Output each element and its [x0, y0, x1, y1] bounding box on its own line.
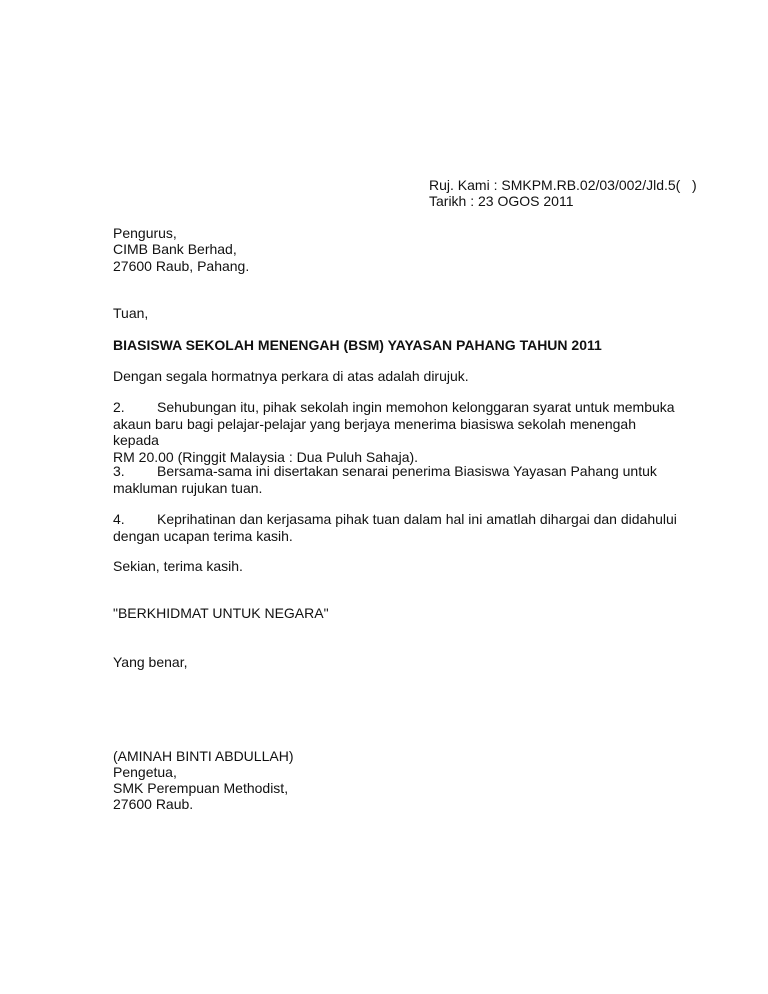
letter-date: Tarikh : 23 OGOS 2011	[429, 193, 574, 209]
signatory-position: Pengetua,	[113, 764, 177, 780]
paragraph-text: makluman rujukan tuan.	[113, 479, 263, 496]
paragraph-text: Sehubungan itu, pihak sekolah ingin memohon kelonggaran syarat untuk membuka	[157, 399, 675, 415]
paragraph-3	[113, 463, 683, 496]
recipient-bank: CIMB Bank Berhad,	[113, 241, 237, 257]
recipient-address: 27600 Raub, Pahang.	[113, 258, 250, 274]
paragraph-text: akaun baru bagi pelajar-pelajar yang berjaya menerima biasiswa sekolah menengah kepada	[113, 415, 636, 448]
recipient-title: Pengurus,	[113, 225, 177, 241]
reference-number: Ruj. Kami : SMKPM.RB.02/03/002/Jld.5( )	[429, 177, 697, 193]
signoff: Yang benar,	[113, 654, 188, 670]
intro-line: Dengan segala hormatnya perkara di atas adalah dirujuk.	[113, 368, 469, 384]
signatory-address: 27600 Raub.	[113, 796, 194, 812]
paragraph-text: dengan ucapan terima kasih.	[113, 527, 293, 544]
letter-subject: BIASISWA SEKOLAH MENENGAH (BSM) YAYASAN PAHANG TAHUN 2011	[113, 337, 602, 353]
paragraph-number: 3.	[113, 463, 125, 479]
paragraph-number: 2.	[113, 399, 125, 415]
paragraph-text: Keprihatinan dan kerjasama pihak tuan dalam hal ini amatlah dihargai dan didahului	[157, 511, 677, 527]
signatory-school: SMK Perempuan Methodist,	[113, 780, 289, 796]
salutation: Tuan,	[113, 305, 149, 321]
paragraph-text: RM 20.00 (Ringgit Malaysia : Dua Puluh Sahaja).	[113, 448, 419, 465]
closing-line: Sekian, terima kasih.	[113, 558, 243, 574]
paragraph-number: 4.	[113, 511, 125, 527]
paragraph-4	[113, 511, 683, 544]
paragraph-2	[113, 399, 683, 465]
motto: "BERKHIDMAT UNTUK NEGARA"	[113, 605, 329, 621]
signatory-name: (AMINAH BINTI ABDULLAH)	[113, 748, 294, 764]
paragraph-text: Bersama-sama ini disertakan senarai penerima Biasiswa Yayasan Pahang untuk	[157, 463, 657, 479]
